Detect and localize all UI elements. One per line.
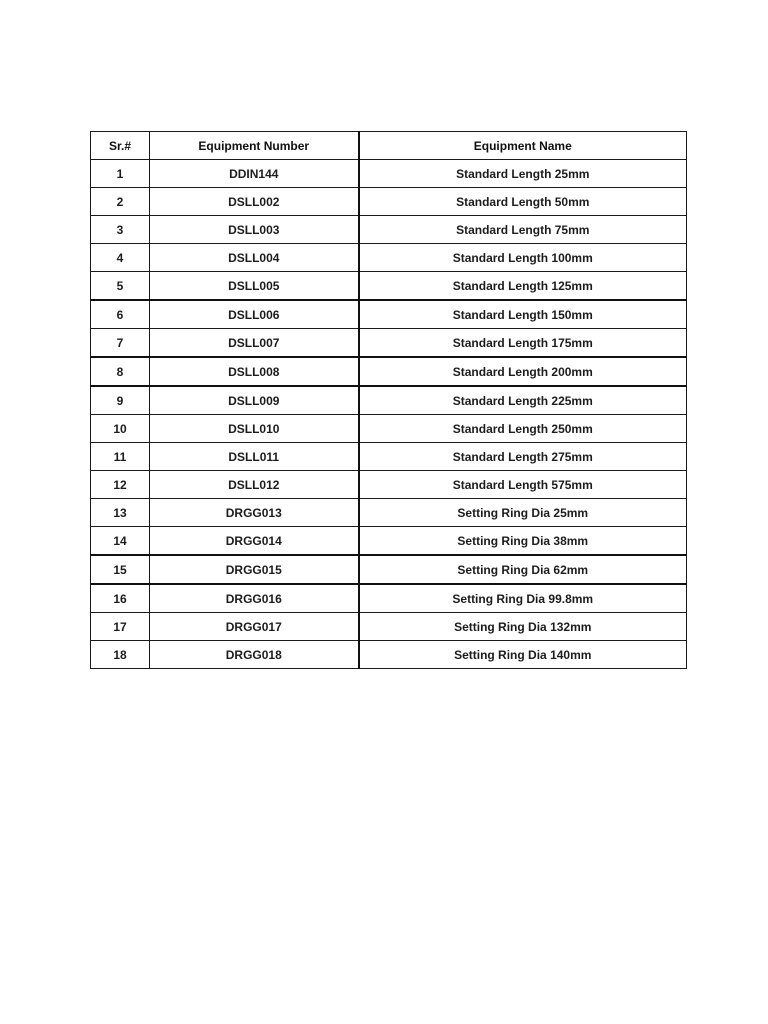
cell-equipment-number: DSLL002 — [150, 188, 359, 216]
table-row — [91, 300, 687, 329]
cell-equipment-name: Standard Length 225mm — [359, 386, 687, 415]
cell-equipment-name: Standard Length 275mm — [359, 443, 687, 471]
cell-equipment-number: DSLL005 — [150, 272, 359, 301]
cell-sr: 7 — [91, 329, 150, 358]
cell-sr: 1 — [91, 160, 150, 188]
cell-sr: 18 — [91, 641, 150, 669]
cell-sr: 14 — [91, 527, 150, 556]
cell-equipment-number: DRGG015 — [150, 555, 359, 584]
table-body — [91, 160, 687, 669]
header-sr: Sr.# — [91, 132, 150, 160]
cell-equipment-name: Standard Length 25mm — [359, 160, 687, 188]
table-row — [91, 244, 687, 272]
cell-equipment-name: Setting Ring Dia 132mm — [359, 613, 687, 641]
table-row — [91, 415, 687, 443]
cell-sr: 15 — [91, 555, 150, 584]
header-equipment-number: Equipment Number — [150, 132, 359, 160]
cell-equipment-number: DRGG013 — [150, 499, 359, 527]
cell-equipment-number: DSLL011 — [150, 443, 359, 471]
table-row — [91, 499, 687, 527]
header-equipment-name: Equipment Name — [359, 132, 687, 160]
cell-sr: 8 — [91, 357, 150, 386]
cell-sr: 17 — [91, 613, 150, 641]
table-row — [91, 584, 687, 613]
equipment-table — [90, 131, 687, 669]
cell-equipment-number: DRGG018 — [150, 641, 359, 669]
cell-sr: 4 — [91, 244, 150, 272]
cell-sr: 13 — [91, 499, 150, 527]
cell-equipment-name: Standard Length 125mm — [359, 272, 687, 301]
cell-equipment-number: DSLL006 — [150, 300, 359, 329]
table-row — [91, 555, 687, 584]
table-row — [91, 188, 687, 216]
cell-sr: 6 — [91, 300, 150, 329]
cell-sr: 16 — [91, 584, 150, 613]
table-row — [91, 272, 687, 301]
cell-equipment-number: DSLL004 — [150, 244, 359, 272]
table-row — [91, 160, 687, 188]
cell-equipment-number: DSLL003 — [150, 216, 359, 244]
cell-equipment-name: Standard Length 100mm — [359, 244, 687, 272]
cell-equipment-name: Standard Length 250mm — [359, 415, 687, 443]
cell-sr: 12 — [91, 471, 150, 499]
cell-sr: 5 — [91, 272, 150, 301]
table-row — [91, 641, 687, 669]
cell-equipment-number: DRGG016 — [150, 584, 359, 613]
cell-sr: 11 — [91, 443, 150, 471]
table-row — [91, 357, 687, 386]
table-row — [91, 471, 687, 499]
cell-equipment-name: Standard Length 575mm — [359, 471, 687, 499]
cell-equipment-name: Setting Ring Dia 99.8mm — [359, 584, 687, 613]
table-row — [91, 386, 687, 415]
cell-equipment-number: DSLL007 — [150, 329, 359, 358]
cell-equipment-name: Standard Length 50mm — [359, 188, 687, 216]
cell-equipment-number: DSLL009 — [150, 386, 359, 415]
table-row — [91, 613, 687, 641]
table-header-row — [91, 132, 687, 160]
table-row — [91, 443, 687, 471]
cell-equipment-name: Setting Ring Dia 25mm — [359, 499, 687, 527]
cell-equipment-number: DSLL008 — [150, 357, 359, 386]
table-row — [91, 329, 687, 358]
cell-equipment-name: Standard Length 175mm — [359, 329, 687, 358]
cell-equipment-number: DSLL012 — [150, 471, 359, 499]
cell-equipment-name: Setting Ring Dia 140mm — [359, 641, 687, 669]
cell-sr: 2 — [91, 188, 150, 216]
cell-equipment-number: DSLL010 — [150, 415, 359, 443]
cell-equipment-number: DDIN144 — [150, 160, 359, 188]
cell-equipment-name: Setting Ring Dia 62mm — [359, 555, 687, 584]
cell-equipment-name: Standard Length 200mm — [359, 357, 687, 386]
cell-sr: 9 — [91, 386, 150, 415]
cell-equipment-name: Standard Length 75mm — [359, 216, 687, 244]
cell-equipment-number: DRGG017 — [150, 613, 359, 641]
cell-equipment-name: Setting Ring Dia 38mm — [359, 527, 687, 556]
table-row — [91, 527, 687, 556]
cell-sr: 10 — [91, 415, 150, 443]
cell-equipment-name: Standard Length 150mm — [359, 300, 687, 329]
cell-equipment-number: DRGG014 — [150, 527, 359, 556]
table-row — [91, 216, 687, 244]
cell-sr: 3 — [91, 216, 150, 244]
